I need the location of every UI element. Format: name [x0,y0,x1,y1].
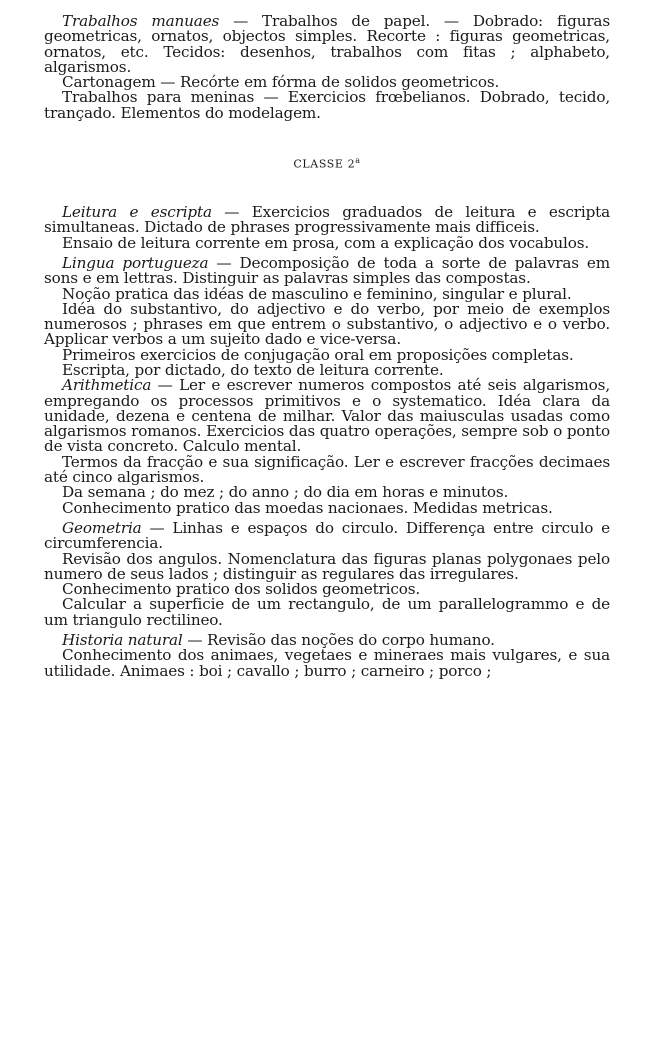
paragraph-text: — Revisão das noções do corpo humano. [182,631,495,650]
subject-label: Historia natural [62,631,183,650]
subject-label: Lingua portugueza [62,253,209,272]
paragraph-text: Idéa do substantivo, do adjectivo e do verbo, por meio de exemplos numerosos ; phrases em que entrem o substantivo, o adjectivo e o verbo. Applicar verbos a um sujeito dado e vice-versa. [44,299,610,349]
subject-label: Arithmetica [62,376,152,395]
paragraph-text: Conhecimento pratico das moedas nacionaes. Medidas metricas. [62,498,553,517]
paragraph [44,299,610,349]
paragraph-text: Noção pratica das idéas de masculino e feminino, singular e plural. [62,284,572,303]
paragraph-text: Cartonagem — Recórte em fórma de solidos geometricos. [62,73,500,92]
paragraph-text: Calcular a superficie de um rectangulo, de um parallelogrammo e de um triangulo rectilineo. [44,595,610,629]
paragraph [44,14,610,75]
section-trabalhos-manuaes [44,14,610,121]
paragraph-text: Revisão dos angulos. Nomenclatura das figuras planas polygonaes pelo numero de seus lados ; distinguir as regulares das irregulares. [44,549,610,583]
paragraph-text: Termos da fracção e sua significação. Ler e escrever fracções decimaes até cinco algarismos. [44,452,610,487]
paragraph [44,648,610,679]
document-page [44,14,610,679]
paragraph-text: Primeiros exercicios de conjugação oral em proposições completas. [62,345,574,364]
paragraph [44,233,610,252]
paragraph-text: Escripta, por dictado, do texto de leitura corrente. [62,361,444,379]
section-classe-2 [44,205,610,679]
paragraph [44,498,610,517]
paragraph [44,597,610,628]
paragraph [44,253,610,288]
subject-label: Trabalhos manuaes [62,12,220,30]
paragraph-text: — Decomposição de toda a sorte de palavras em sons e em lettras. Distinguir as palavras simples das compostas. [44,253,610,288]
paragraph [44,549,610,583]
paragraph-text: Conhecimento pratico dos solidos geometricos. [62,580,421,599]
paragraph-text: Ensaio de leitura corrente em prosa, com a explicação dos vocabulos. [62,233,590,252]
paragraph-text: Da semana ; do mez ; do anno ; do dia em horas e minutos. [62,483,509,502]
subject-label: Geometria [62,518,142,537]
paragraph [44,518,610,553]
section-heading [44,153,610,172]
paragraph [44,205,610,236]
paragraph-text: — Ler e escrever numeros compostos até seis algarismos, empregando os processos primitivos e o systematico. Idéa clara da unidade, dezena e centena de milhar. Valor das maiusculas usadas como algarismos romanos. Exercicios das quatro operações, sempre sob o ponto de vista concreto. Calculo mental. [44,376,610,456]
heading-text: CLASSE 2 [293,157,356,171]
heading-ordinal: a [355,156,361,166]
paragraph [44,378,610,454]
paragraph [44,452,610,487]
paragraph-text: Conhecimento dos animaes, vegetaes e mineraes mais vulgares, e sua utilidade. Animaes : boi ; cavallo ; burro ; carneiro ; porco ; [44,646,610,680]
paragraph-text: — Linhas e espaços do circulo. Differença entre circulo e circumferencia. [44,518,610,553]
paragraph-text: Trabalhos para meninas — Exercicios frœbelianos. Dobrado, tecido, trançado. Elementos do modelagem. [44,88,610,122]
paragraph-text: — Trabalhos de papel. — Dobrado: figuras geometricas, ornatos, objectos simples. Recorte : figuras geometricas, ornatos, etc. Tecidos: desenhos, trabalhos com fitas ; alphabeto, algarismos. [44,12,610,76]
subject-label: Leitura e escripta [62,203,212,222]
paragraph [44,90,610,121]
paragraph-text: — Exercicios graduados de leitura e escripta simultaneas. Dictado de phrases progressivamente mais difficeis. [44,203,611,237]
